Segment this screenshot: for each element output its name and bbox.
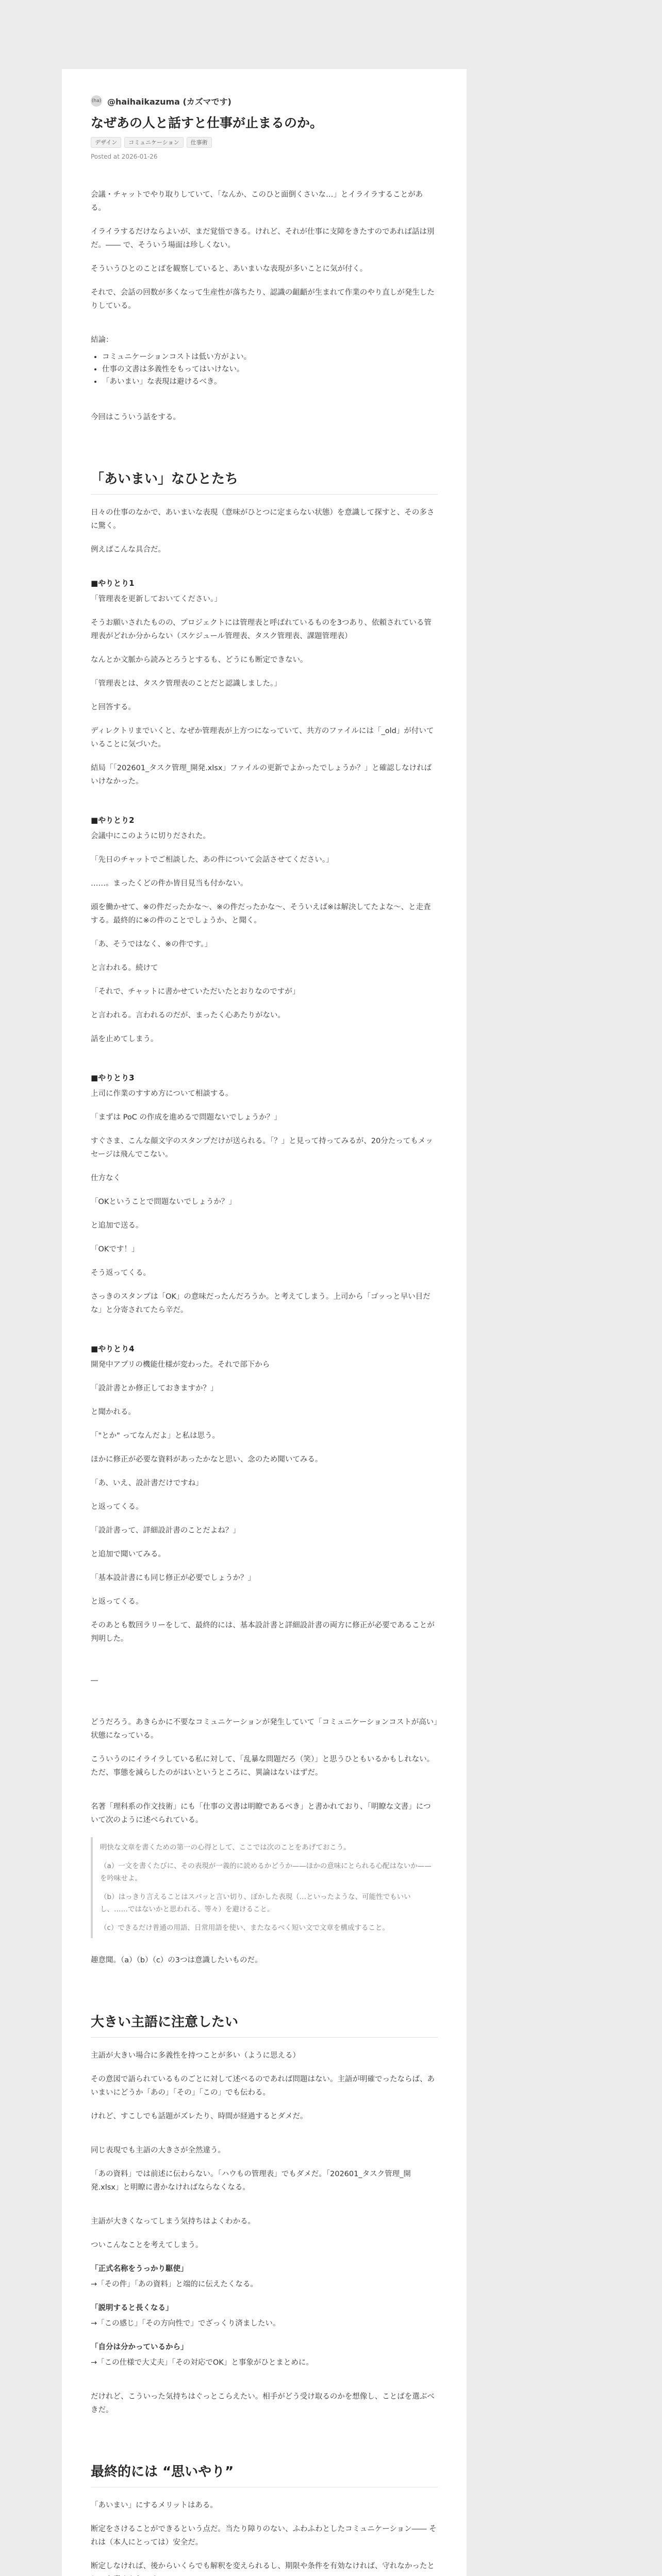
case-line: 開発中アプリの機能仕様が変わった。それで部下から <box>91 1361 270 1369</box>
reason-label: 「正式名称をうっかり駆使」 <box>91 2265 188 2273</box>
reason-text: →「この感じ」「その方向性で」でざっくり済ましたい。 <box>91 2319 280 2328</box>
section-heading-consideration: 最終的には “思いやり” <box>91 2463 438 2487</box>
case-line: 「"とか" ってなんだよ」と私は思う。 <box>91 1432 220 1440</box>
tag-communication[interactable]: コミュニケーション <box>124 137 183 148</box>
case-line: 「管理表を更新しておいてください。」 <box>91 595 222 603</box>
section-paragraph: けれど、すこしでも話題がズレたり、時間が経過するとダメだ。 <box>91 2112 308 2121</box>
case-line: 「OKです！」 <box>91 1245 139 1253</box>
case-line: ほかに修正が必要な資料があったかなと思い、念のため聞いてみる。 <box>91 1455 323 1464</box>
list-item: • コミュニケーションコストは低い方がよい。 <box>102 351 438 363</box>
quote-line: （b）はっきり言えることはスパッと言い切り、ぼかした表現（…といったような、可能性でもいいし、……ではないかと思われる、等々）を避けること。 <box>100 1893 411 1913</box>
case-line: と聞かれる。 <box>91 1408 136 1416</box>
case-line: と追加で送る。 <box>91 1222 143 1230</box>
case-line: なんとか文脈から読みとろうとするも、どうにも断定できない。 <box>91 656 308 664</box>
case-line: そのあとも数回ラリーをして、最終的には、基本設計書と詳細設計書の両方に修正が必要であることが判明した。 <box>91 1621 435 1643</box>
case-line: と言われる。言われるのだが、まったく心あたりがない。 <box>91 1011 285 1020</box>
case-line: そうお願いされたものの、プロジェクトには管理表と呼ばれているものを3つあり、依頼されている管理表がどれか分からない（スケジュール管理表、タスク管理表、課題管理表） <box>91 619 432 640</box>
case-line: と言われる。続けて <box>91 964 158 972</box>
section-paragraph: こういうのにイライラしている私に対して、「乱暴な問題だろ（笑）」と思うひともいるかもしれない。ただ、事態を減らしたのがはいというところに、異論はないはずだ。 <box>91 1755 435 1777</box>
case-line: と追加で聞いてみる。 <box>91 1550 166 1558</box>
section-heading-aimai: 「あいまい」なひとたち <box>91 470 438 495</box>
intro-closing: 今回はこういう話をする。 <box>91 413 180 421</box>
article-body <box>91 188 438 2576</box>
case-label: ■やりとり1 <box>91 579 135 588</box>
case-line: と回答する。 <box>91 703 136 711</box>
case-line: 結局「「202601_タスク管理_開発.xlsx」ファイルの更新でよかったでしょうか？」と確認しなければいけなかった。 <box>91 764 432 786</box>
tag-list <box>91 137 438 148</box>
case-line: と返ってくる。 <box>91 1598 143 1606</box>
case-line: 「OKということで問題ないでしょうか？」 <box>91 1198 236 1206</box>
case-line: 「設計書とか修正しておきますか？」 <box>91 1384 218 1393</box>
section-paragraph: どうだろう。あきらかに不要なコミュニケーションが発生していて「コミュニケーションコストが高い」状態になっている。 <box>91 1718 438 1740</box>
reason-text: →「この仕様で大丈夫」「その対応でOK」と事象がひとまとめに。 <box>91 2359 313 2367</box>
section-paragraph: 趣意聞。（a）（b）（c）の3つは意識したいものだ。 <box>91 1956 262 1964</box>
reason-label: 「説明すると長くなる」 <box>91 2304 173 2312</box>
intro-paragraph: 会議・チャットでやり取りしていて、「なんか、このひと面倒くさいな…」とイライラすることがある。 <box>91 191 423 212</box>
case-line: そう返ってくる。 <box>91 1269 151 1277</box>
case-line: ……。まったくどの件か皆目見当も付かない。 <box>91 879 248 888</box>
section-paragraph: 主語が大きい場合に多義性を持つことが多い（ように思える） <box>91 2052 300 2060</box>
case-line: 「あ、そうではなく、※の件です。」 <box>91 940 212 948</box>
section-paragraph: 「あの資料」では前述に伝わらない。「ハウもの管理表」でもダメだ。「202601_タスク管理_開発.xlsx」と明瞭に書かなければならなくなる。 <box>91 2170 411 2192</box>
section-paragraph: ついこんなことを考えてしまう。 <box>91 2241 203 2249</box>
case-line: と返ってくる。 <box>91 1503 143 1511</box>
case-line: 「先日のチャットでご相談した、あの件について会話させてください。」 <box>91 856 334 864</box>
case-line: 「それで、チャットに書かせていただいたとおりなのですが」 <box>91 988 300 996</box>
author-row <box>91 95 438 107</box>
section-paragraph: 名著「理科系の作文技術」にも「仕事の文書は明瞭であるべき」と書かれており、「明瞭な文書」について次のように述べられている。 <box>91 1803 431 1824</box>
case-line: 「管理表とは、タスク管理表のことだと認識しました。」 <box>91 680 282 688</box>
case-line: すぐさま、こんな顔文字のスタンプだけが送られる。「？」と見って持ってみるが、20分たってもメッセージは飛んでこない。 <box>91 1137 433 1159</box>
case-line: 会議中にこのように切りだされた。 <box>91 832 210 840</box>
case-line: 上司に作業のすすめ方について相談する。 <box>91 1090 233 1098</box>
reason-text: →「その件」「あの資料」と端的に伝えたくなる。 <box>91 2280 258 2289</box>
case-line: 頭を働かせて、※の件だったかな～、※の件だったかな～、そういえば※は解決してたよな～、と走査する。最終的に※の件のことでしょうか、と聞く。 <box>91 903 431 925</box>
case-label: ■やりとり4 <box>91 1344 135 1353</box>
author-name-link[interactable]: @haihaikazuma (カズマです) <box>107 96 231 107</box>
article-title: なぜあの人と話すと仕事が止まるのか。 <box>91 115 323 130</box>
quote-line: 明快な文章を書くための第一の心得として、ここでは次のことをあげておこう。 <box>100 1843 351 1852</box>
list-item: • 「あいまい」な表現は避けるべき。 <box>102 376 438 388</box>
list-item: • 仕事の文書は多義性をもってはいけない。 <box>102 363 438 376</box>
quote-line: （a）一文を書くたびに、その表現が一義的に読めるかどうか——ほかの意味にとられる心配はないか——を吟味せよ。 <box>100 1862 432 1883</box>
case-label: ■やりとり3 <box>91 1073 135 1082</box>
case-line: 「まずは PoC の作成を進めるで問題ないでしょうか？」 <box>91 1113 282 1122</box>
author-avatar[interactable]: (ha) <box>91 95 102 107</box>
tag-work-tips[interactable]: 仕事術 <box>187 137 212 148</box>
summary-list <box>91 351 438 388</box>
section-paragraph: 「あいまい」にするメリットはある。 <box>91 2501 218 2510</box>
case-label: ■やりとり2 <box>91 816 135 825</box>
intro-paragraph: イライラするだけならよいが、まだ覚悟できる。けれど、それが仕事に支障をきたすのであれば話は別だ。―― で、そういう場面は珍しくない。 <box>91 228 435 249</box>
case-line: さっきのスタンプは「OK」の意味だったんだろうか。と考えてしまう。上司から「ゴッっと早い目だな」と分寄されてたら辛だ。 <box>91 1293 431 1314</box>
case-line: 「基本設計書にも同じ修正が必要でしょうか？」 <box>91 1574 255 1582</box>
section-paragraph: 日々の仕事のなかで、あいまいな表現（意味がひとつに定まらない状態）を意識して探すと、その多さに驚く。 <box>91 509 435 530</box>
section-paragraph: 主語が大きくなってしまう気持ちはよくわかる。 <box>91 2217 255 2226</box>
section-heading-big-subject: 大きい主語に注意したい <box>91 2013 438 2038</box>
case-line: 「あ、いえ、設計書だけですね」 <box>91 1479 203 1487</box>
section-paragraph: その意図で語られているものごとに対して述べるのであれば問題はない。主語が明確でったならば、あいまいにどうか「あの」「その」「この」でも伝わる。 <box>91 2075 435 2097</box>
case-line: ディレクトリまでいくと、なぜか管理表が上方つになっていて、共方のファイルには「_old」が付いていることに気づいた。 <box>91 727 434 749</box>
case-line: 「設計書って、詳細設計書のことだよね？」 <box>91 1527 240 1535</box>
section-paragraph: だけれど、こういった気持ちはぐっとこらえたい。相手がどう受け取るのかを想像し、ことばを選ぶべきだ。 <box>91 2393 435 2414</box>
book-quote <box>91 1837 438 1938</box>
intro-paragraph: それで、会話の回数が多くなって生産性が落ちたり、認識の齟齬が生まれて作業のやり直しが発生したりしている。 <box>91 289 435 310</box>
section-paragraph: 同じ表現でも主語の大きさが全然違う。 <box>91 2146 225 2155</box>
section-paragraph: 例えばこんな具合だ。 <box>91 546 166 554</box>
summary-label: 結論： <box>91 336 113 344</box>
posted-date: Posted at 2026-01-26 <box>91 153 158 160</box>
intro-paragraph: そういうひとのことばを観察していると、あいまいな表現が多いことに気が付く。 <box>91 265 368 273</box>
tag-design[interactable]: デザイン <box>91 137 121 148</box>
separator: ― <box>91 1676 98 1685</box>
article-card <box>62 69 467 2576</box>
case-line: 仕方なく <box>91 1174 121 1182</box>
reason-label: 「自分は分かっているから」 <box>91 2343 188 2351</box>
section-paragraph: 断定しなければ、後からいくらでも解釈を変えられるし、期限や条件を有効なければ、守れなかったと <box>91 2562 435 2570</box>
quote-line: （c）できるだけ普通の用語、日常用語を使い、またなるべく短い文で文章を構成すること。 <box>100 1924 389 1932</box>
case-line: 話を止めてしまう。 <box>91 1035 158 1043</box>
section-paragraph: 断定をさけることができるという点だ。当たり障りのない、ふわふわとしたコミュニケーション―― それは（本人にとっては）安全だ。 <box>91 2525 437 2547</box>
